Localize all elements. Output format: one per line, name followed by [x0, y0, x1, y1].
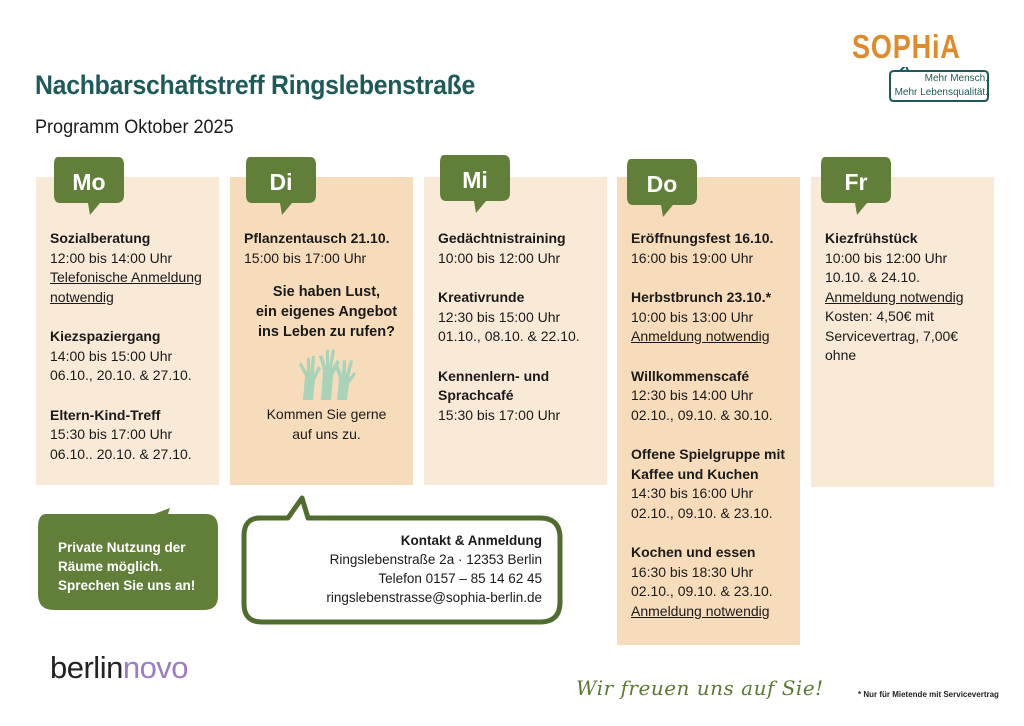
private-use-line: Sprechen Sie uns an!: [58, 578, 196, 593]
tuesday-content: [244, 229, 409, 444]
event-item: [631, 367, 796, 426]
call-to-action: [244, 282, 409, 342]
event-item: [825, 229, 975, 366]
logo-tagline-1: Mehr Mensch.: [924, 73, 988, 84]
logo-wordmark: SOPHiA: [852, 28, 961, 65]
event-title: Offene Spielgruppe mit Kaffee und Kuchen: [631, 446, 786, 482]
event-item: [438, 288, 603, 347]
contact-address: Ringslebenstraße 2a · 12353 Berlin: [329, 552, 542, 567]
day-tab-friday: [819, 155, 893, 215]
day-tab-wednesday: [438, 153, 512, 213]
thursday-content: [631, 229, 796, 641]
event-time: 12:00 bis 14:00 Uhr: [50, 249, 173, 266]
event-cost: Kosten: 4,50€ mit Servicevertrag, 7,00€ ohne: [825, 308, 959, 363]
event-time: 12:30 bis 14:00 Uhr: [631, 387, 754, 403]
event-item: [631, 288, 796, 347]
wednesday-content: [438, 229, 603, 445]
day-label-tuesday: Di: [269, 169, 293, 195]
footnote: * Nur für Mietende mit Servicevertrag: [858, 690, 999, 699]
brand-part: novo: [122, 650, 189, 685]
call-line: ins Leben zu rufen?: [258, 324, 395, 340]
event-dates: 06.10.. 20.10. & 27.10.: [50, 445, 192, 462]
day-label-friday: Fr: [844, 169, 868, 195]
event-time: 12:30 bis 15:00 Uhr: [438, 308, 561, 325]
day-tab-tuesday: [244, 155, 318, 215]
event-title: Kiezfrühstück: [825, 230, 918, 246]
event-title: Gedächtnistraining: [438, 230, 566, 246]
private-use-text: [58, 538, 208, 595]
event-time: 10:00 bis 12:00 Uhr: [825, 249, 948, 266]
note-line: Kommen Sie gerne: [266, 406, 387, 422]
event-title: Pflanzentausch 21.10.: [244, 230, 390, 246]
event-time: 15:30 bis 17:00 Uhr: [438, 406, 561, 423]
event-title: Kennenlern- und Sprachcafé: [438, 367, 550, 403]
contact-heading: Kontakt & Anmeldung: [400, 533, 542, 548]
event-title: Eltern-Kind-Treff: [50, 406, 161, 423]
note-line: auf uns zu.: [292, 426, 361, 442]
event-time: 16:00 bis 19:00 Uhr: [631, 249, 754, 266]
sophia-logo: [850, 28, 1000, 110]
event-time: 15:30 bis 17:00 Uhr: [50, 426, 173, 442]
event-time: 14:00 bis 15:00 Uhr: [50, 347, 173, 364]
day-tab-thursday: [625, 157, 699, 217]
contact-email: ringslebenstrasse@sophia-berlin.de: [326, 590, 542, 605]
day-label-wednesday: Mi: [462, 167, 488, 193]
page-title: Nachbarschaftstreff Ringslebenstraße: [35, 70, 476, 100]
event-time: 10:00 bis 13:00 Uhr: [631, 308, 754, 325]
event-item: [438, 229, 603, 268]
event-time: 10:00 bis 12:00 Uhr: [438, 249, 561, 266]
event-item: [50, 229, 215, 307]
day-label-thursday: Do: [646, 171, 678, 197]
event-title: Sozialberatung: [50, 230, 151, 246]
event-item: [50, 406, 215, 465]
invite-note: [244, 404, 409, 444]
private-use-line: Private Nutzung der: [58, 540, 186, 555]
event-time: 14:30 bis 16:00 Uhr: [631, 485, 754, 501]
contact-phone: Telefon 0157 – 85 14 62 45: [378, 571, 542, 586]
event-time: 15:00 bis 17:00 Uhr: [244, 249, 367, 266]
brand-part: berlin: [50, 650, 123, 685]
event-dates: 01.10., 08.10. & 22.10.: [438, 328, 580, 344]
event-dates: 02.10., 09.10. & 30.10.: [631, 406, 773, 423]
event-item: [244, 229, 409, 268]
private-use-line: Räume möglich.: [58, 559, 163, 574]
event-title: Eröffnungsfest 16.10.: [631, 230, 774, 246]
logo-tagline-2: Mehr Lebensqualität.: [894, 87, 988, 98]
berlinovo-logo: [50, 650, 188, 686]
call-line: Sie haben Lust,: [272, 284, 381, 300]
page-subtitle: Programm Oktober 2025: [35, 117, 234, 138]
event-title: Herbstbrunch 23.10.*: [631, 289, 772, 305]
event-item: [50, 327, 215, 386]
event-dates: 02.10., 09.10. & 23.10.: [631, 504, 773, 521]
event-title: Kochen und essen: [631, 544, 756, 560]
event-dates: 02.10., 09.10. & 23.10.: [631, 583, 773, 599]
friday-content: [825, 229, 975, 386]
call-line: ein eigenes Angebot: [255, 304, 398, 320]
event-title: Kiezspaziergang: [50, 328, 161, 344]
day-label-monday: Mo: [72, 169, 106, 195]
event-note: Anmeldung notwendig: [631, 328, 770, 344]
raised-hands-icon: [244, 346, 409, 404]
event-time: 16:30 bis 18:30 Uhr: [631, 563, 754, 580]
event-item: [631, 543, 796, 621]
event-item: [631, 229, 796, 268]
event-note: Anmeldung notwendig: [825, 288, 964, 305]
event-dates: 10.10. & 24.10.: [825, 269, 920, 285]
event-title: Willkommenscafé: [631, 367, 750, 384]
event-note: Telefonische Anmeldung notwendig: [50, 269, 202, 305]
event-note: Anmeldung notwendig: [631, 602, 770, 619]
event-dates: 06.10., 20.10. & 27.10.: [50, 367, 192, 383]
slogan: Wir freuen uns auf Sie!: [576, 676, 824, 700]
contact-info: [300, 531, 542, 607]
monday-content: [50, 229, 215, 484]
event-item: [631, 445, 796, 523]
day-tab-monday: [52, 155, 126, 215]
event-item: [438, 367, 563, 426]
event-title: Kreativrunde: [438, 289, 525, 305]
